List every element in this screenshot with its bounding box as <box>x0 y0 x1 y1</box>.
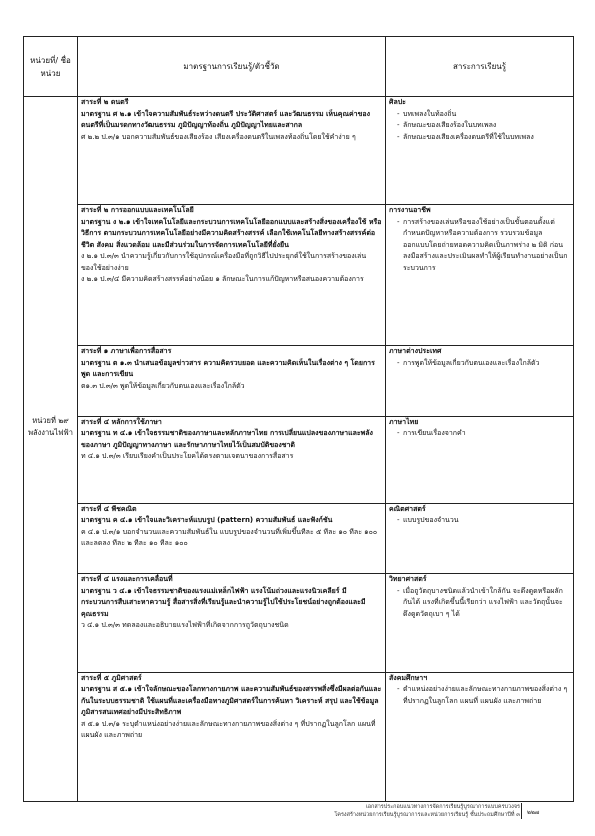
subject-title: ภาษาต่างประเทศ <box>389 347 442 356</box>
table-row <box>24 503 574 574</box>
content-item: - แบบรูปของจำนวน <box>397 515 570 527</box>
content-cell <box>386 346 574 417</box>
content-list <box>389 428 570 440</box>
content-list <box>389 515 570 527</box>
standard-text: มาตรฐาน ว ๔.๑ เข้าใจธรรมชาติของแรงแม่เหล็กไฟฟ้า แรงโน้มถ่วงและแรงนิวเคลียร์ มีกระบวนการสืบเสาะหาความรู้ สื่อสารสิ่งที่เรียนรู้และนำความรู้ไปใช้ประโยชน์อย่างถูกต้องและมีคุณธรรม <box>81 586 366 618</box>
content-cell <box>386 97 574 205</box>
standard-text: มาตรฐาน ท ๔.๑ เข้าใจธรรมชาติของภาษาและหลักภาษาไทย การเปลี่ยนแปลงของภาษาและพลังของภาษา ภูมิปัญญาทางภาษา และรักษาภาษาไทยไว้เป็นสมบัติของชาติ <box>81 429 373 449</box>
content-item: - การเขียนเรื่องจากคำ <box>397 428 570 440</box>
content-cell <box>386 672 574 801</box>
content-cell <box>386 416 574 503</box>
subject-title: การงานอาชีพ <box>389 206 431 215</box>
table-header-row <box>24 37 574 97</box>
standard-cell <box>78 205 386 346</box>
content-cell <box>386 205 574 346</box>
content-item: - บทเพลงในท้องถิ่น <box>397 109 570 121</box>
header-unit: หน่วยที่/ ชื่อหน่วย <box>24 37 78 97</box>
content-cell <box>386 574 574 673</box>
standard-cell <box>78 503 386 574</box>
standard-text: มาตรฐาน ส ๕.๑ เข้าใจลักษณะของโลกทางกายภาพ และความสัมพันธ์ของสรรพสิ่งซึ่งมีผลต่อกันและกันในระบบธรรมชาติ ใช้แผนที่และเครื่องมือทางภูมิศาสตร์ในการค้นหา วิเคราะห์ สรุป และใช้ข้อมูล ภูมิสารสนเทศอย่างมีประสิทธิภาพ <box>81 685 382 717</box>
table-row <box>24 672 574 801</box>
standard-text: มาตรฐาน ค ๔.๑ เข้าใจและวิเคราะห์แบบรูป (pattern) ความสัมพันธ์ และฟังก์ชัน <box>81 516 333 525</box>
indicator-text: ค ๔.๑ ป.๓/๑ บอกจำนวนและความสัมพันธ์ใน แบบรูปของจำนวนที่เพิ่มขึ้นทีละ ๕ ทีละ ๑๐ ทีละ ๑๐๐ และลดลง ทีละ ๒ ทีละ ๑๐ ทีละ ๑๐๐ <box>81 527 378 548</box>
indicator-text: ว ๔.๑ ป.๓/๓ ทดลองและอธิบายแรงไฟฟ้าที่เกิดจากการถูวัตถุบางชนิด <box>81 621 289 630</box>
strand-title: สาระที่ ๔ พีชคณิต <box>81 504 137 513</box>
standard-text: มาตรฐาน ต ๑.๓ นำเสนอข้อมูลข่าวสาร ความคิดรวบยอด และความคิดเห็นในเรื่องต่าง ๆ โดยการพูด และการเขียน <box>81 358 375 379</box>
table-row <box>24 205 574 346</box>
content-list <box>389 217 570 275</box>
standard-cell <box>78 574 386 673</box>
unit-cell <box>24 97 78 802</box>
footer-line-1: เอกสารประกอบแนวทางการจัดการเรียนรู้บูรณาการแบบครบวงจร <box>365 804 520 810</box>
subject-title: สังคมศึกษาฯ <box>389 673 428 682</box>
content-item: - ลักษณะของเสียงร้องในบทเพลง <box>397 120 570 132</box>
table-row <box>24 97 574 205</box>
indicator-text: ท ๔.๑ ป.๓/๓ เรียบเรียงคำเป็นประโยคได้ตรงตามเจตนาของการสื่อสาร <box>81 452 294 461</box>
subject-title: วิทยาศาสตร์ <box>389 575 427 584</box>
header-content: สาระการเรียนรู้ <box>386 37 574 97</box>
strand-title: สาระที่ ๕ ภูมิศาสตร์ <box>81 673 142 682</box>
unit-label: หน่วยที่ ๒๙ พลังงานไฟฟ้า <box>28 416 73 437</box>
curriculum-table <box>23 36 574 802</box>
content-item: - การพูดให้ข้อมูลเกี่ยวกับตนเองและเรื่องใกล้ตัว <box>397 358 570 370</box>
standard-cell <box>78 346 386 417</box>
table-row <box>24 416 574 503</box>
subject-title: ภาษาไทย <box>389 417 419 426</box>
content-item: - เมื่อถูวัตถุบางชนิดแล้วนำเข้าใกล้กัน จะดึงดูดหรือผลักกันได้ แรงที่เกิดขึ้นนี้เรียกว่า แรงไฟฟ้า และวัตถุนั้นจะดึงดูดวัตถุเบา ๆ ได้ <box>397 586 570 621</box>
content-item: - การสร้างของเล่นหรือของใช้อย่างเป็นขั้นตอนตั้งแต่กำหนดปัญหาหรือความต้องการ รวบรวมข้อมูล ออกแบบโดยถ่ายทอดความคิดเป็นภาพร่าง ๒ มิติ ก่อนลงมือสร้างและประเมินผลทำให้ผู้เรียนทำงานอย่างเป็นกระบวนการ <box>397 217 570 275</box>
footer <box>250 803 520 819</box>
standard-text: มาตรฐาน ง ๒.๑ เข้าใจเทคโนโลยีและกระบวนการเทคโนโลยีออกแบบและสร้างสิ่งของเครื่องใช้ หรือวิธีการ ตามกระบวนการเทคโนโลยีอย่างมีความคิดสร้างสรรค์ เลือกใช้เทคโนโลยีทางสร้างสรรค์ต่อชีวิต สังคม สิ่งแวดล้อม และมีส่วนร่วมในการจัดการเทคโนโลยีที่ยั่งยืน <box>81 217 382 249</box>
footer-line-2: โครงสร้างหน่วยการเรียนรู้บูรณาการและหน่วยการเรียนรู้ ชั้นประถมศึกษาปีที่ ๓ <box>334 812 520 818</box>
standard-cell <box>78 416 386 503</box>
content-list <box>389 358 570 370</box>
footer-divider <box>521 803 522 819</box>
indicator-text: ศ ๒.๒ ป.๓/๑ บอกความสัมพันธ์ของเสียงร้อง เสียงเครื่องดนตรีในเพลงท้องถิ่นโดยใช้คำง่าย ๆ <box>81 132 356 141</box>
content-list <box>389 109 570 144</box>
content-list <box>389 586 570 621</box>
indicator-text: ง ๒.๑ ป.๓/๓ นำความรู้เกี่ยวกับการใช้อุปกรณ์เครื่องมือที่ถูกวิธีไปประยุกต์ใช้ในการสร้างของเล่นของใช้อย่างง่าย <box>81 252 367 272</box>
page-number: ๒๒๗ <box>527 809 540 816</box>
strand-title: สาระที่ ๒ การออกแบบและเทคโนโลยี <box>81 206 194 215</box>
strand-title: สาระที่ ๒ ดนตรี <box>81 98 129 106</box>
strand-title: สาระที่ ๔ หลักการใช้ภาษา <box>81 417 162 426</box>
indicator-text: ส ๕.๑ ป.๓/๑ ระบุตำแหน่งอย่างง่ายและลักษณะทางกายภาพของสิ่งต่าง ๆ ที่ปรากฏในลูกโลก แผนที่ แผนผัง และภาพถ่าย <box>81 719 376 740</box>
header-standard: มาตรฐานการเรียนรู้/ตัวชี้วัด <box>78 37 386 97</box>
strand-title: สาระที่ ๔ แรงและการเคลื่อนที่ <box>81 575 173 584</box>
content-cell <box>386 503 574 574</box>
content-item: - ลักษณะของเสียงเครื่องดนตรีที่ใช้ในบทเพลง <box>397 132 570 144</box>
standard-text: มาตรฐาน ศ ๒.๑ เข้าใจความสัมพันธ์ระหว่างดนตรี ประวัติศาสตร์ และวัฒนธรรม เห็นคุณค่าของดนตรีที่เป็นมรดกทางวัฒนธรรม ภูมิปัญญาท้องถิ่น ภูมิปัญญาไทยและสากล <box>81 109 370 129</box>
content-item: - ตำแหน่งอย่างง่ายและลักษณะทางกายภาพของสิ่งต่าง ๆ ที่ปรากฏในลูกโลก แผนที่ แผนผัง และภาพถ่าย <box>397 684 570 707</box>
content-list <box>389 684 570 707</box>
standard-cell <box>78 97 386 205</box>
indicator-text: ง ๒.๑ ป.๓/๔ มีความคิดสร้างสรรค์อย่างน้อย ๑ ลักษณะในการแก้ปัญหาหรือสนองความต้องการ <box>81 275 364 284</box>
strand-title: สาระที่ ๑ ภาษาเพื่อการสื่อสาร <box>81 347 172 356</box>
subject-title: ศิลปะ <box>389 98 406 106</box>
subject-title: คณิตศาสตร์ <box>389 504 426 513</box>
unit-spacer <box>27 97 74 415</box>
table-row <box>24 346 574 417</box>
standard-cell <box>78 672 386 801</box>
table-row <box>24 574 574 673</box>
indicator-text: ต๑.๓ ป.๓/๓ พูดให้ข้อมูลเกี่ยวกับตนเองและเรื่องใกล้ตัว <box>81 381 245 390</box>
